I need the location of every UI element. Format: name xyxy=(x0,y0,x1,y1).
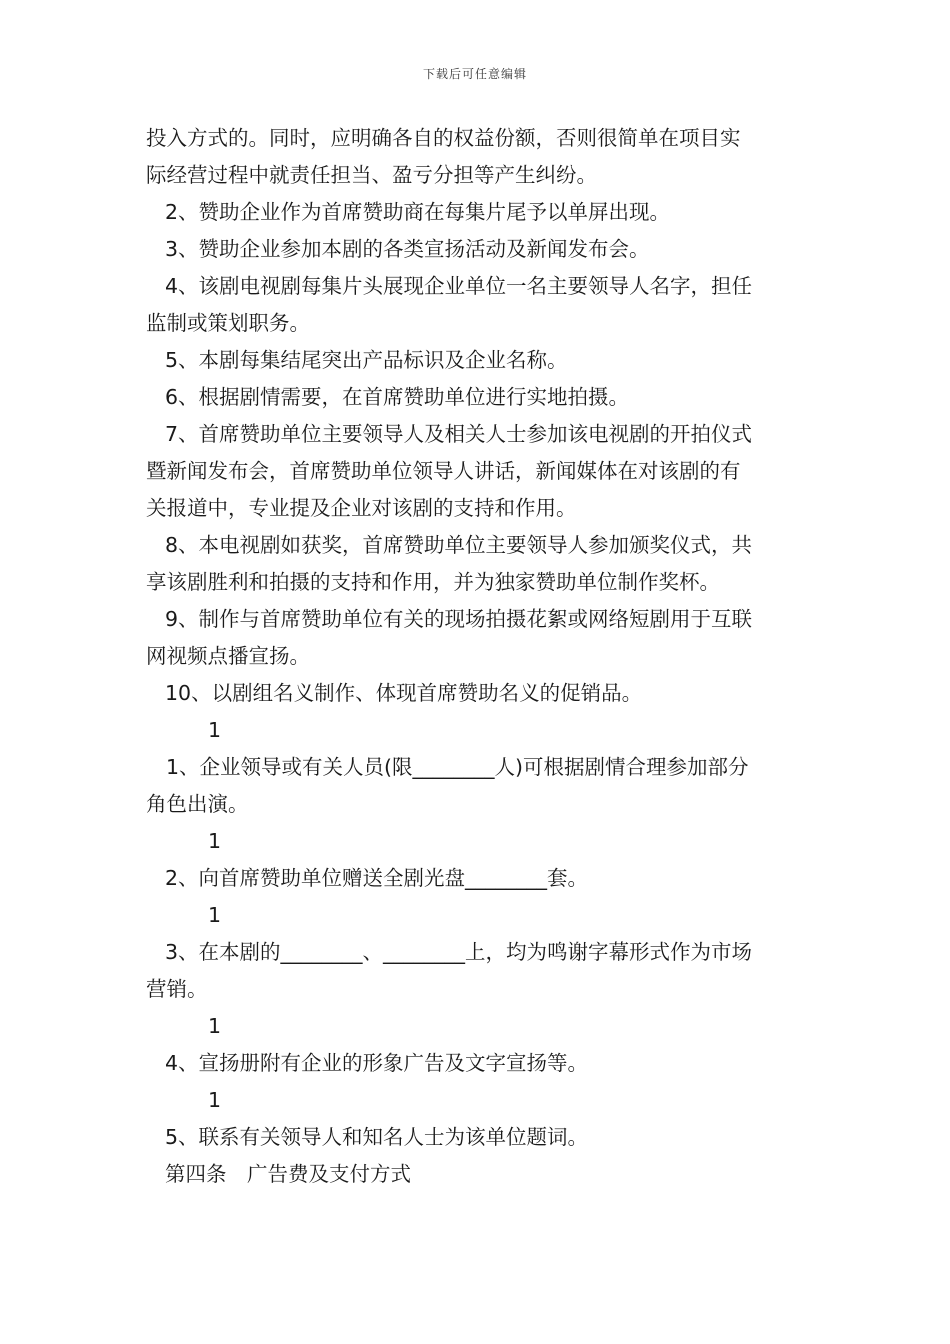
text-line: 4、该剧电视剧每集片头展现企业单位一名主要领导人名字，担任 xyxy=(165,274,753,298)
text-line: 9、制作与首席赞助单位有关的现场拍摄花絮或网络短剧用于互联 xyxy=(165,607,753,631)
text-line: 营销。 xyxy=(146,977,208,1001)
page-number-marker: 1 xyxy=(208,1014,222,1038)
document-body xyxy=(146,120,810,1193)
page-number-marker: 1 xyxy=(208,829,222,853)
text-line: 3、在本剧的________、________上，均为鸣谢字幕形式作为市场 xyxy=(165,940,753,964)
text-line: 10、以剧组名义制作、体现首席赞助名义的促销品。 xyxy=(165,681,643,705)
text-line: 第四条 广告费及支付方式 xyxy=(165,1162,411,1186)
page-number-marker: 1 xyxy=(208,718,222,742)
text-line: 6、根据剧情需要，在首席赞助单位进行实地拍摄。 xyxy=(165,385,630,409)
text-line: 暨新闻发布会，首席赞助单位领导人讲话，新闻媒体在对该剧的有 xyxy=(146,459,741,483)
text-line: 4、宣扬册附有企业的形象广告及文字宣扬等。 xyxy=(165,1051,589,1075)
text-line: 2、赞助企业作为首席赞助商在每集片尾予以单屏出现。 xyxy=(165,200,671,224)
page-header: 下载后可任意编辑 xyxy=(422,67,527,81)
text-line: 1、企业领导或有关人员(限________人)可根据剧情合理参加部分 xyxy=(166,755,749,779)
text-line: 8、本电视剧如获奖，首席赞助单位主要领导人参加颁奖仪式，共 xyxy=(165,533,753,557)
text-line: 角色出演。 xyxy=(146,792,249,816)
text-line: 投入方式的。同时，应明确各自的权益份额，否则很简单在项目实 xyxy=(146,126,741,150)
text-line: 网视频点播宣扬。 xyxy=(146,644,310,668)
page-number-marker: 1 xyxy=(208,1088,222,1112)
text-line: 监制或策划职务。 xyxy=(146,311,310,335)
text-line: 2、向首席赞助单位赠送全剧光盘________套。 xyxy=(165,866,589,890)
text-line: 3、赞助企业参加本剧的各类宣扬活动及新闻发布会。 xyxy=(165,237,650,261)
text-line: 5、联系有关领导人和知名人士为该单位题词。 xyxy=(165,1125,589,1149)
text-line: 5、本剧每集结尾突出产品标识及企业名称。 xyxy=(165,348,568,372)
text-line: 享该剧胜利和拍摄的支持和作用，并为独家赞助单位制作奖杯。 xyxy=(146,570,720,594)
text-line: 关报道中，专业提及企业对该剧的支持和作用。 xyxy=(146,496,577,520)
text-line: 7、首席赞助单位主要领导人及相关人士参加该电视剧的开拍仪式 xyxy=(165,422,753,446)
page-number-marker: 1 xyxy=(208,903,222,927)
text-line: 际经营过程中就责任担当、盈亏分担等产生纠纷。 xyxy=(146,163,597,187)
